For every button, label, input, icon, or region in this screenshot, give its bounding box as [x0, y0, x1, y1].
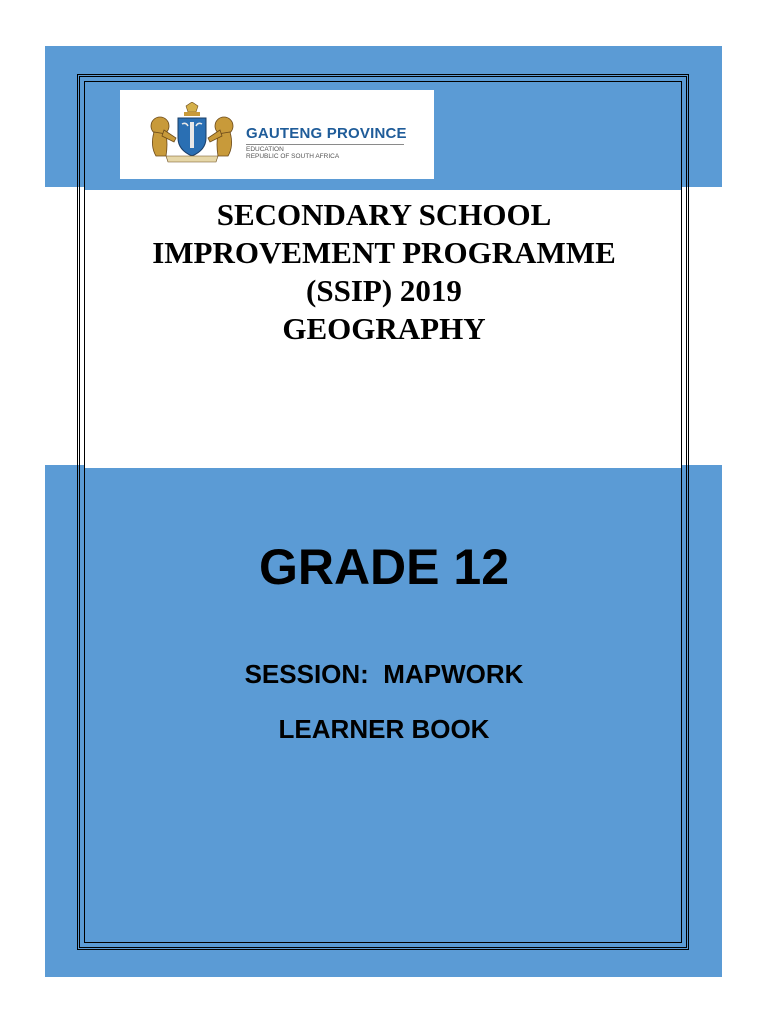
title-line-3: (SSIP) 2019: [306, 273, 462, 308]
book-type-heading: LEARNER BOOK: [278, 714, 490, 744]
logo-province: GAUTENG PROVINCE: [246, 125, 407, 142]
gauteng-logo: [120, 90, 434, 179]
logo-text: [246, 126, 407, 160]
title-line-4: GEOGRAPHY: [282, 311, 486, 346]
logo-country: REPUBLIC OF SOUTH AFRICA: [246, 153, 340, 160]
session-heading: SESSION: MAPWORK: [244, 659, 524, 689]
title-line-2: IMPROVEMENT PROGRAMME: [152, 235, 616, 270]
logo-department: EDUCATION: [246, 146, 284, 153]
logo-rule: [246, 144, 404, 145]
title-line-1: SECONDARY SCHOOL: [216, 197, 552, 232]
coat-of-arms-icon: [146, 102, 238, 164]
grade-heading: GRADE 12: [258, 539, 510, 595]
programme-title: [88, 196, 680, 348]
